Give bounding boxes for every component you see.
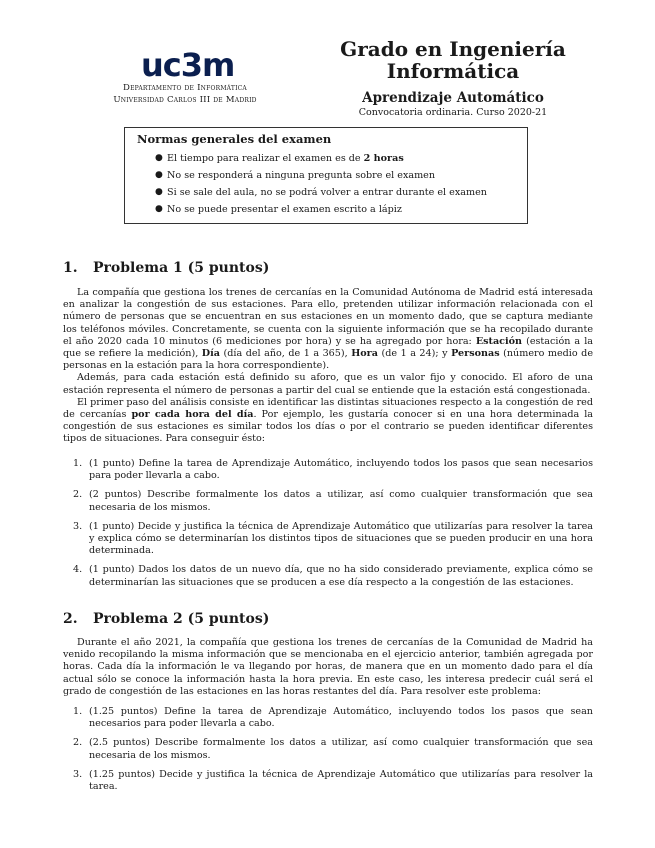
degree-line-2: Informática	[386, 59, 520, 83]
text-run: (número medio de personas en la estación para la hora correspondiente).	[63, 348, 593, 372]
problem-1-question	[63, 564, 593, 588]
problem-1-paragraph-2: Además, para cada estación está definido su aforo, que es un valor fijo y conocido. El aforo de una estación representa el número de personas a partir del cual se entiende que la estación está congestionada.	[63, 372, 593, 396]
problem-1-heading	[63, 260, 269, 276]
subject-title: Aprendizaje Automático	[362, 90, 544, 106]
rule-item	[155, 167, 517, 184]
question-text: (2 puntos) Describe formalmente los datos a utilizar, así como cualquier transformación que sea necesaria de los mismos.	[89, 489, 593, 513]
problem-2-question	[63, 737, 593, 761]
problem-2-question	[63, 769, 593, 793]
problem-1-statement	[63, 287, 593, 446]
problem-1-question	[63, 489, 593, 513]
question-number: 3.	[73, 520, 83, 532]
rule-text: El tiempo para realizar el examen es de	[167, 153, 364, 164]
rules-title: Normas generales del examen	[137, 132, 332, 146]
problem-1-question	[63, 521, 593, 558]
question-text: (2.5 puntos) Describe formalmente los datos a utilizar, así como cualquier transformación que sea necesaria de los mismos.	[89, 737, 593, 761]
bullet-icon: ●	[155, 187, 163, 197]
bullet-icon: ●	[155, 170, 163, 180]
problem-1-paragraph-1	[63, 287, 593, 372]
question-text: (1 punto) Decide y justifica la técnica de Aprendizaje Automático que utilizarías para resolver la tarea y explica cómo se determinarían los distintos tipos de situaciones que se pueden producir en una hora determinada.	[89, 520, 593, 557]
problem-1-title: Problema 1 (5 puntos)	[93, 260, 270, 276]
question-number: 4.	[73, 564, 83, 576]
uc3m-logo	[141, 48, 251, 84]
emphasized-term: Hora	[351, 348, 378, 360]
rule-text: No se puede presentar el examen escrito a lápiz	[167, 204, 402, 215]
question-text: (1 punto) Define la tarea de Aprendizaje Automático, incluyendo todos los pasos que sean necesarios para poder llevarla a cabo.	[89, 458, 593, 482]
problem-1-paragraph-3	[63, 397, 593, 446]
text-run: (estación a la que se refiere la medición),	[63, 335, 593, 360]
question-text: (1.25 puntos) Decide y justifica la técnica de Aprendizaje Automático que utilizarías para resolver la tarea.	[89, 768, 593, 793]
rule-item	[155, 201, 517, 218]
department-name: Departamento de Informática	[123, 83, 247, 93]
question-text: (1.25 puntos) Define la tarea de Aprendizaje Automático, incluyendo todos los pasos que sean necesarios para poder llevarla a cabo.	[89, 706, 593, 730]
problem-2-paragraph-1: Durante el año 2021, la compañía que gestiona los trenes de cercanías de la Comunidad de Madrid ha venido recopilando la misma información que se mencionaba en el ejercicio anterior, también agregada por horas. Cada día la información le va llegando por horas, de manera que en un momento dado para el día actual sólo se conoce la información hasta la hora previa. En este caso, les interesa predecir cuál será el grado de congestión de las estaciones en las horas restantes del día. Para resolver este problema:	[63, 637, 593, 697]
text-run: . Por ejemplo, les gustaría conocer si en una hora determinada la congestión de sus estaciones es similar todos los días o por el contrario se pueden identificar diferentes tipos de situaciones. Para conseguir ésto:	[63, 409, 593, 445]
bullet-icon: ●	[155, 153, 163, 163]
rule-item	[155, 184, 517, 201]
text-run: El primer paso del análisis consiste en identificar las distintas situaciones respecto a la congestión de red de cercanías	[63, 396, 593, 421]
question-number: 1.	[73, 458, 83, 469]
question-number: 2.	[73, 489, 83, 501]
emphasized-term: Personas	[451, 348, 500, 360]
problem-1-number: 1.	[63, 260, 78, 276]
university-name: Universidad Carlos III de Madrid	[113, 95, 257, 105]
question-number: 1.	[73, 706, 83, 717]
rule-text: No se responderá a ninguna pregunta sobre el examen	[167, 170, 436, 181]
text-run: (de 1 a 24); y	[377, 348, 452, 360]
convocatoria-text: Convocatoria ordinaria. Curso 2020-21	[358, 107, 548, 118]
problem-2-question	[63, 706, 593, 730]
degree-line-1: Grado en Ingeniería	[340, 37, 566, 61]
problem-2-questions	[63, 706, 593, 800]
emphasized-term: Día	[201, 348, 220, 360]
degree-title	[328, 38, 578, 82]
rule-item	[155, 150, 517, 167]
problem-2-number: 2.	[63, 611, 78, 627]
problem-2-title: Problema 2 (5 puntos)	[93, 611, 270, 627]
problem-2-heading	[63, 611, 269, 627]
emphasized-term: Estación	[475, 335, 523, 347]
question-number: 3.	[73, 768, 83, 780]
department-block	[92, 82, 278, 106]
rules-list	[135, 150, 517, 218]
text-run: La compañía que gestiona los trenes de cercanías en la Comunidad Autónoma de Madrid está interesada en analizar la congestión de sus estaciones. Para ello, pretenden utilizar información relacionada con el número de personas que se encuentran en sus estaciones en un momento dado, que se captura mediante los teléfonos móviles. Concretamente, se cuenta con la siguiente información que se ha recopilado durante el año 2020 cada 10 minutos (6 mediciones por hora) y se ha agregado por hora:	[63, 287, 593, 347]
text-run: (día del año, de 1 a 365),	[219, 348, 352, 360]
bullet-icon: ●	[155, 204, 163, 214]
emphasized-term: por cada hora del día	[131, 409, 254, 421]
rule-emphasis: 2 horas	[363, 153, 404, 164]
question-text: (1 punto) Dados los datos de un nuevo día, que no ha sido considerado previamente, explica cómo se determinarían las situaciones que se producen a ese día respecto a la congestión de las estaciones.	[89, 564, 593, 588]
problem-2-statement	[63, 637, 593, 698]
rule-text: Si se sale del aula, no se podrá volver a entrar durante el examen	[167, 187, 487, 198]
logo-text: uc3m	[141, 48, 235, 84]
problem-1-questions	[63, 458, 593, 596]
problem-1-question	[63, 458, 593, 482]
question-number: 2.	[73, 737, 83, 749]
exam-rules-box	[124, 127, 528, 224]
